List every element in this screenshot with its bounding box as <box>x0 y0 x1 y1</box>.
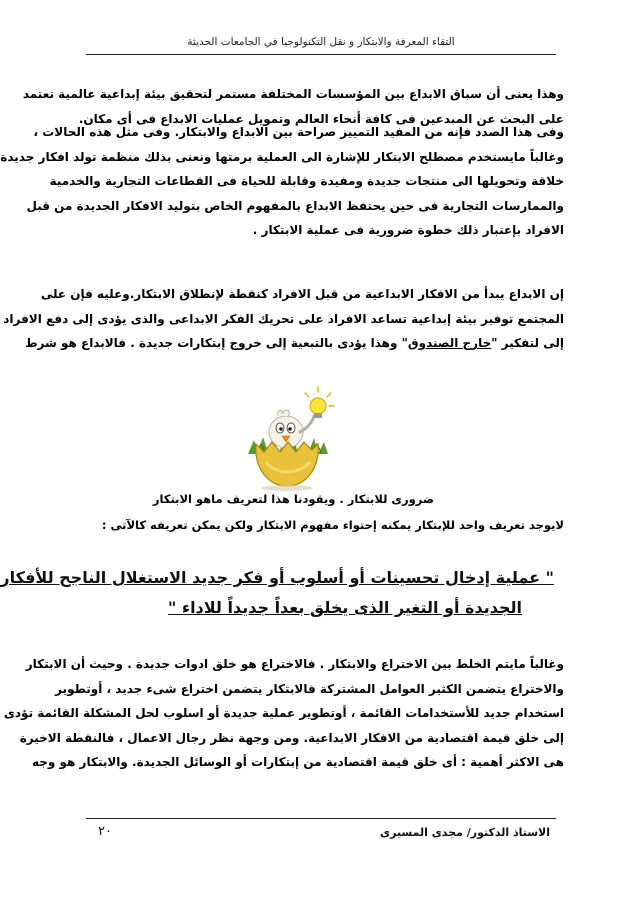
text-segment: " وهذا يؤدى بالتبعية إلى خروج إبتكارات جديدة . فالابداع هو شرط <box>25 336 408 350</box>
footer-divider <box>86 818 556 819</box>
paragraph-line: والممارسات التجارية فى حين يحتفظ الابداع بالمفهوم الخاص بتوليد الافكار الجديدة من قبل <box>26 198 564 213</box>
paragraph-line: وفى هذا الصدد فإنه من المفيد التمييز صراحة بين الابداع والابتكار. وفى مثل هذه الحالات ، <box>33 125 564 139</box>
paragraph-line: وغالباً مايتم الخلط بين الاختراع والابتكار . فالاختراع هو خلق ادوات جديدة . وحيث أن الابتكار <box>25 657 564 671</box>
paragraph-line: المجتمع توفير بيئة إبداعية تساعد الافراد على تحريك الفكر الابداعى والذى يؤدى إلى دفع الافراد <box>3 311 564 326</box>
paragraph-line: وهذا يعنى أن سباق الابداع بين المؤسسات المختلفة مستمر لتحقيق بيئة إبداعية عالمية تعتمد <box>22 87 564 101</box>
paragraph-line: والاختراع يتضمن الكثير العوامل المشتركة فالابتكار يتضمن اختراع شىء جديد ، أوتطوير <box>55 681 564 696</box>
paragraph-line: إن الابداع يبدأ من الافكار الابداعية من قبل الافراد كنقطة لإنطلاق الابتكار.وعليه فإن على <box>40 287 564 301</box>
underlined-phrase: خارج الصندوق <box>407 336 492 350</box>
definition-line-1: " عملية إدخال تحسينات أو أسلوب أو فكر جديد الاستغلال الناجح للأفكار <box>0 568 554 587</box>
document-page <box>2 0 640 903</box>
text-segment: إلى لتفكير " <box>491 336 564 350</box>
intro-line: لايوجد تعريف واحد للإبتكار يمكنه إحتواء مفهوم الابتكار ولكن يمكن تعريفه كالآتى : <box>101 518 564 532</box>
innovation-definition <box>0 563 554 623</box>
paragraph-line: إلى خلق قيمة اقتصادية من الافكار الابداعية. ومن وجهة نظر رجال الاعمال ، فالنقطة الاخيرة <box>19 730 564 745</box>
paragraph-2 <box>0 120 564 243</box>
running-header: التقاء المعرفة والابتكار و نقل التكنولوجيا في الجامعات الحديثة <box>187 36 455 48</box>
paragraph-line: على البحث عن المبدعين فى كافة أنحاء العالم وتمويل عمليات الابداع فى أى مكان. <box>78 111 564 126</box>
paragraph-line: خلاقة وتحويلها الى منتجات جديدة ومفيدة وقابلة للحياة فى القطاعات التجارية والخدمية <box>49 174 564 188</box>
header-divider <box>86 54 556 55</box>
paragraph-line: استخدام جديد للأستخدامات القائمة ، أوتطوير عملية جديدة أو اسلوب لحل المشكلة القائمة تؤدى <box>3 706 564 720</box>
paragraph-line: وغالباً مايستخدم مصطلح الابتكار للإشارة الى العملية برمتها ونعنى بذلك منظمة تولد افكار جديدة <box>0 149 564 164</box>
paragraph-line: هى الاكثر أهمية : أى خلق قيمة اقتصادية من إبتكارات أو الوسائل الجديدة. والابتكار هو وجه <box>31 755 564 769</box>
paragraph-line-with-emphasis <box>25 331 564 356</box>
author-name: الاستاذ الدكتور/ مجدى المسيرى <box>380 826 550 839</box>
definition-line-2: الجديدة أو التغير الذى يخلق بعداً جديداً للاداء " <box>167 598 523 617</box>
paragraph-line: الافراد بإعتبار ذلك خطوة ضرورية فى عملية الابتكار . <box>252 223 564 237</box>
definition-intro <box>76 486 564 538</box>
intro-line: ضرورى للابتكار . ويقودنا هذا لتعريف ماهو الابتكار <box>152 492 434 506</box>
paragraph-4 <box>3 652 564 775</box>
chick-lightbulb-illustration <box>228 382 358 492</box>
page-number: ٢٠ <box>98 824 112 839</box>
hatching-chick-image <box>228 382 358 492</box>
paragraph-3 <box>3 282 564 356</box>
